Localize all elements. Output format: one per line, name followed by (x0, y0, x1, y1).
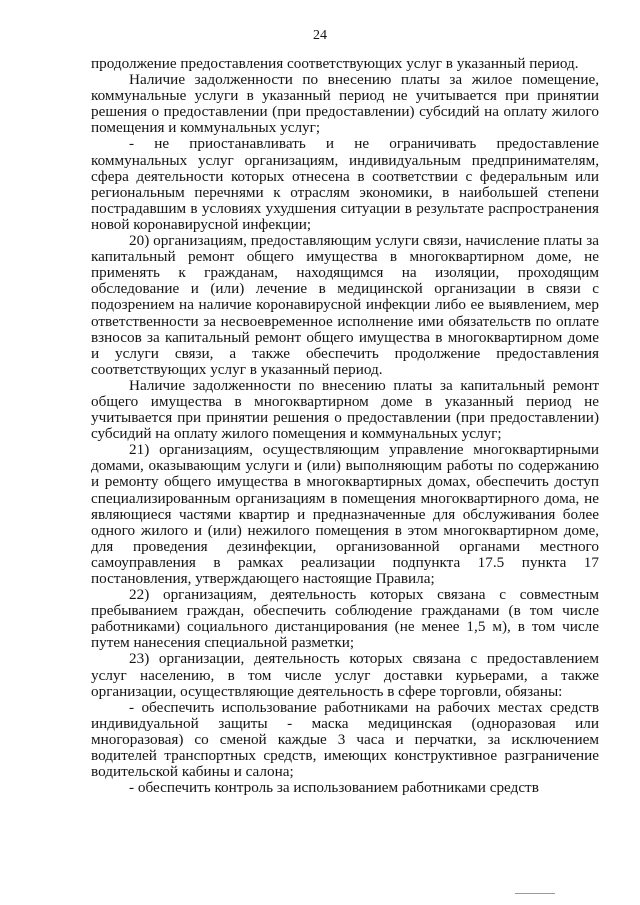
paragraph: 22) организациям, деятельность которых связана с совместным пребыванием граждан, обеспечить соблюдение гражданами (в том числе работниками) социального дистанцирования (не менее 1,5 м), в том числе путем нанесения специальной разметки; (91, 586, 599, 652)
paragraph: - не приостанавливать и не ограничивать предоставление коммунальных услуг организациям, индивидуальным предпринимателям, сфера деятельности которых отнесена в соответствии с федеральным или региональным перечнями к отраслям экономики, в наибольшей степени пострадавшим в условиях ухудшения ситуации в результате распространения новой коронавирусной инфекции; (91, 135, 599, 233)
paragraph: 23) организации, деятельность которых связана с предоставлением услуг населению, в том числе услуг доставки курьерами, а также организации, осуществляющие деятельность в сфере торговли, обязаны: (91, 650, 599, 700)
paragraph: Наличие задолженности по внесению платы за жилое помещение, коммунальные услуги в указанный период не учитывается при принятии решения о предоставлении (при предоставлении) субсидий на оплату жилого помещения и коммунальных услуг; (91, 71, 599, 137)
paragraph: Наличие задолженности по внесению платы за капитальный ремонт общего имущества в многоквартирном доме в указанный период не учитывается при принятии решения о предоставлении (при предоставлении) субсидий на оплату жилого помещения и коммунальных услуг; (91, 376, 599, 443)
paragraph: 21) организациям, осуществляющим управление многоквартирными домами, оказывающим услуги и (или) выполняющим работы по содержанию и ремонту общего имущества в многоквартирных домах, обеспечить доступ специализированным организациям в помещения многоквартирного дома, не являющиеся частями квартир и предназначенные для обслуживания более одного жилого и (или) нежилого помещения в этом многоквартирном доме, для проведения дезинфекции, организованной органами местного самоуправления в рамках реализации подпункта 17.5 пункта 17 постановления, утверждающего настоящие Правила; (91, 441, 599, 587)
page-number: 24 (313, 28, 327, 43)
paragraph: - обеспечить использование работниками на рабочих местах средств индивидуальной защиты - маска медицинская (одноразовая или многоразовая) со сменой каждые 3 часа и перчатки, за исключением водителей транспортных средств, имеющих конструктивное разграничение водительской кабины и салона; (91, 698, 599, 781)
paragraph: 20) организациям, предоставляющим услуги связи, начисление платы за капитальный ремонт общего имущества в многоквартирном доме, не применять к гражданам, находящимся на изоляции, проходящим обследование и (или) лечение в медицинской организации в связи с подозрением на наличие коронавирусной инфекции либо ее выявлением, мер ответственности за несвоевременное исполнение ими обязательств по оплате взносов за капитальный ремонт общего имущества в многоквартирном доме и услуги связи, а также обеспечить продолжение предоставления соответствующих услуг в указанный период. (91, 232, 599, 378)
scan-mark (515, 893, 555, 894)
paragraph: - обеспечить контроль за использованием работниками средств (129, 779, 539, 797)
document-body (91, 56, 599, 796)
paragraph: продолжение предоставления соответствующих услуг в указанный период. (91, 55, 579, 72)
